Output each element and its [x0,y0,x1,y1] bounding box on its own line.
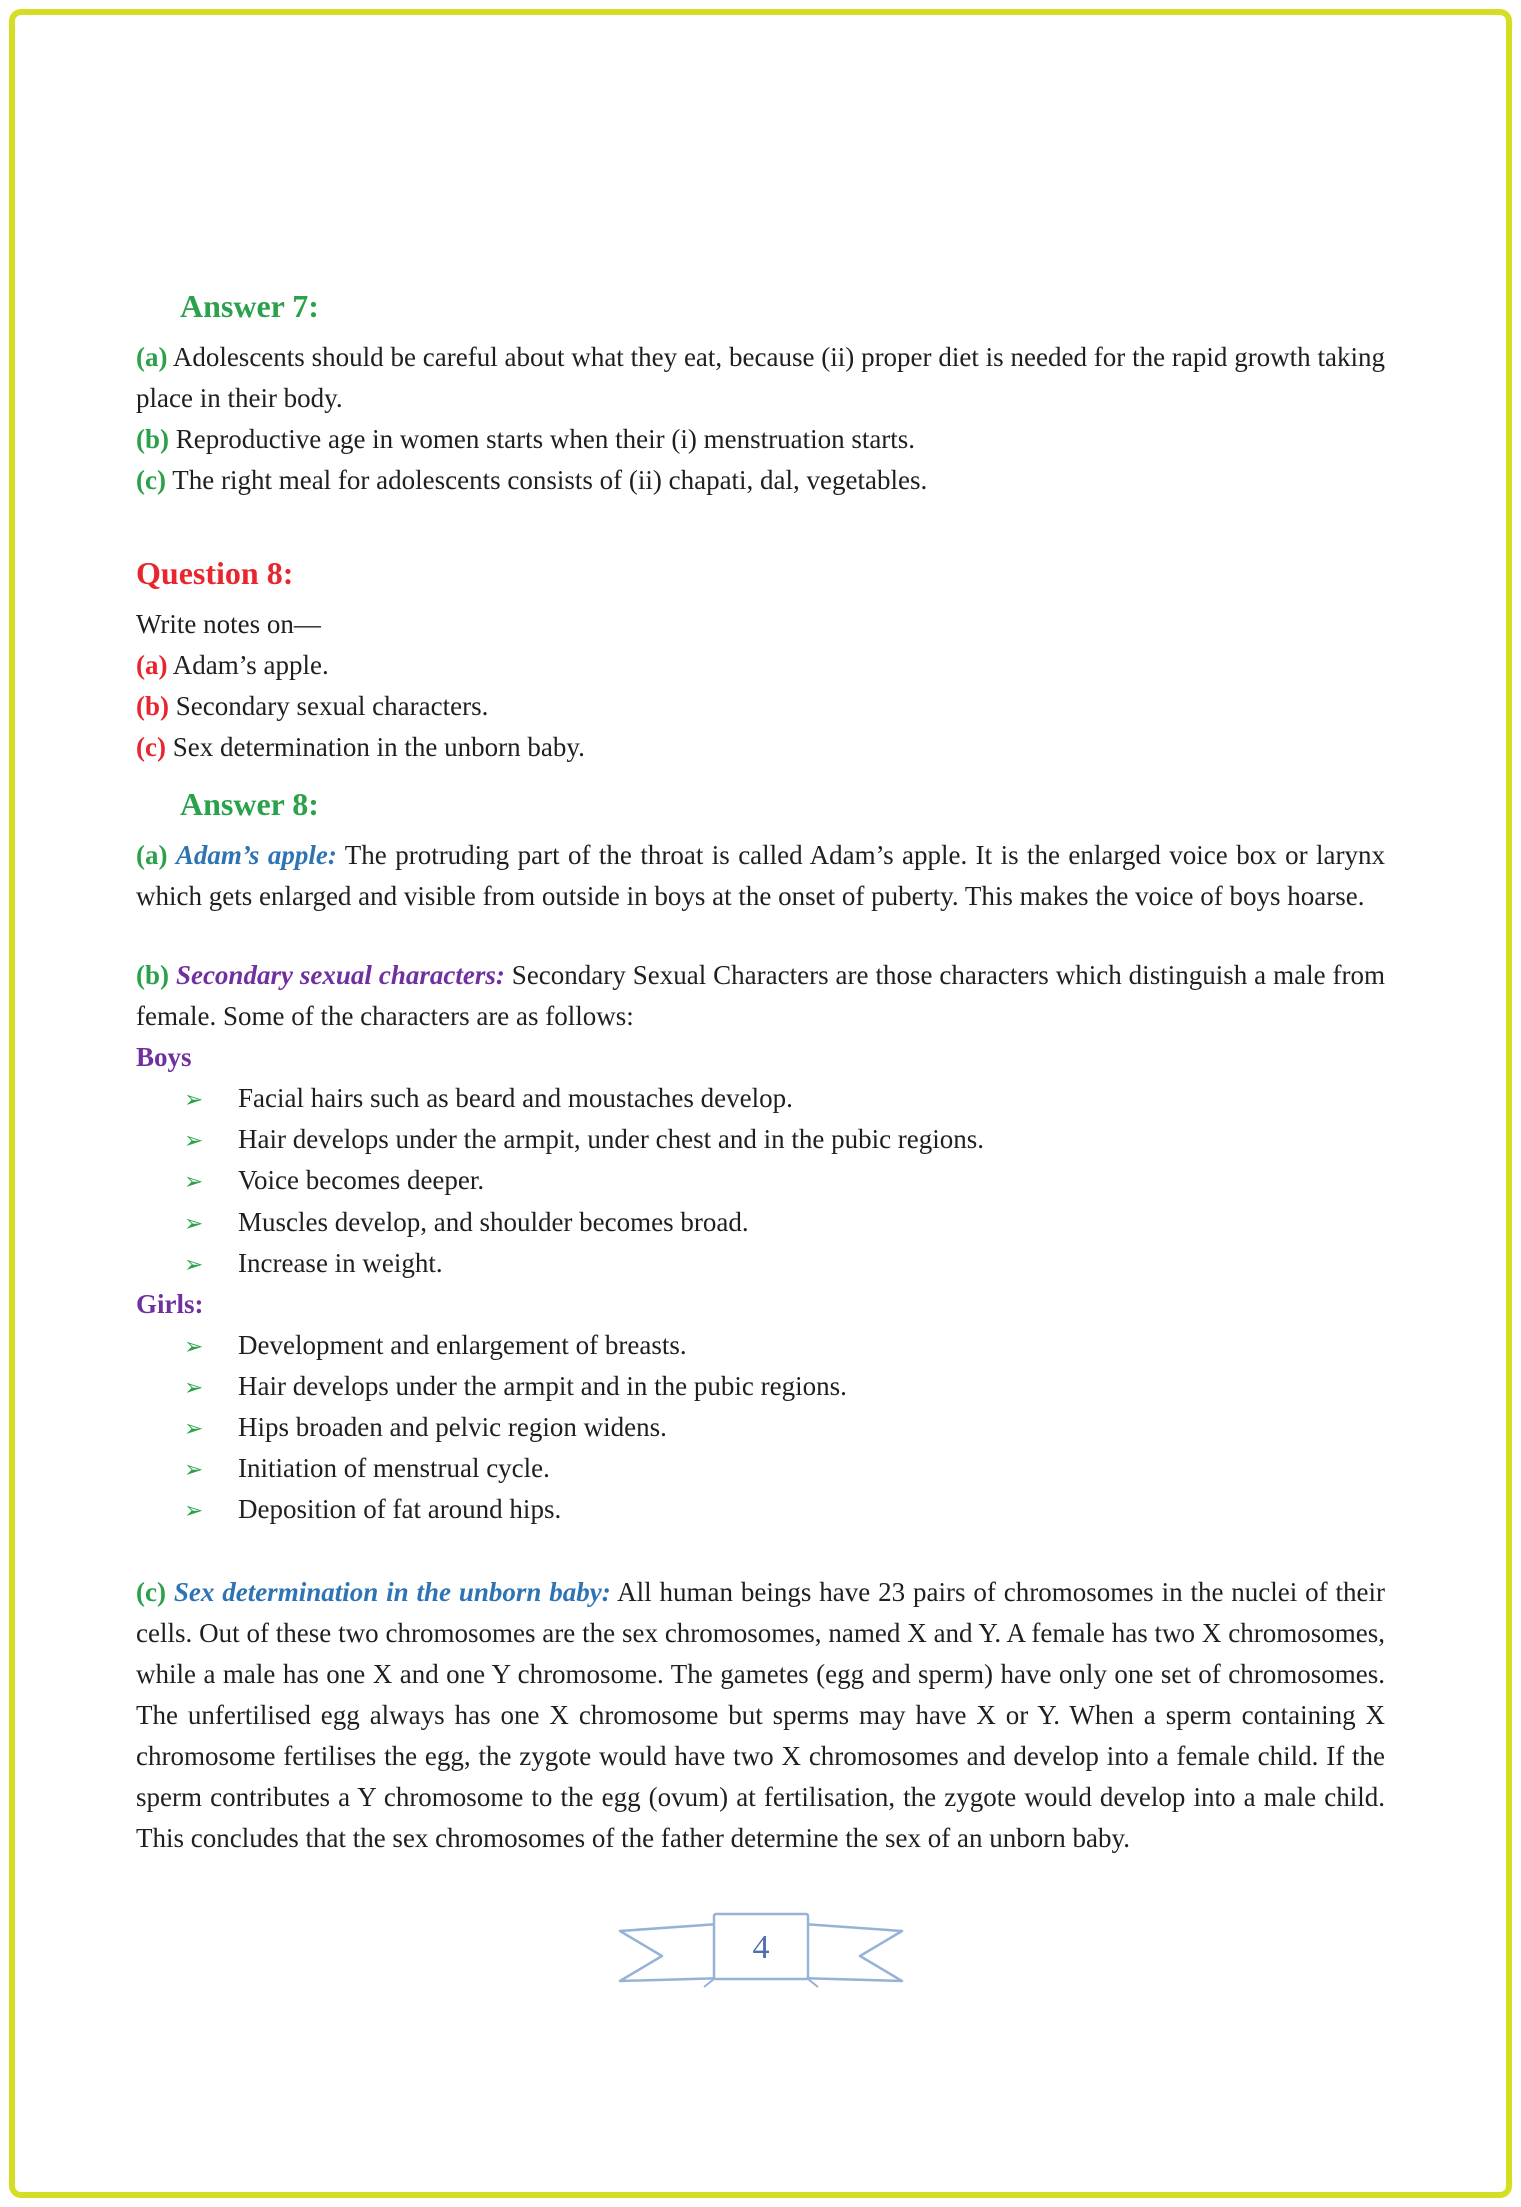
question-8-intro: Write notes on— [136,609,321,640]
point-text: Muscles develop, and shoulder becomes broad. [238,1206,749,1237]
part-c-lead: Sex determination in the unborn baby: [173,1576,611,1607]
point-text: Hair develops under the armpit, under chest and in the pubic regions. [238,1124,985,1155]
item-text: Adolescents should be careful about what they eat, because (ii) proper diet is needed for the rapid growth taking place in their body. [136,342,1385,414]
ribbon-banner-icon [606,1905,916,1997]
part-a-lead: Adam’s apple: [175,840,337,871]
question-8-item-a [136,645,1385,686]
question-8-section [136,555,1385,768]
question-8-heading: Question 8: [136,555,294,592]
point-text: Increase in weight. [238,1247,443,1278]
list-item [184,1243,1385,1284]
item-text: Sex determination in the unborn baby. [172,732,585,763]
item-label: (c) [136,732,166,763]
answer-7-section [136,288,1385,501]
page-number-ribbon [606,1905,916,1997]
list-item [184,1325,1385,1366]
girls-subheading: Girls: [136,1288,204,1319]
arrow-bullet-icon: ➢ [184,1374,204,1401]
answer-8-part-b [136,955,1385,1037]
boys-points-list [136,1078,1385,1283]
answer-7-item-b [136,419,1385,460]
part-b-text: Secondary Sexual Characters are those characters which distinguish a male from female. Some of the characters are as follows: [136,960,1386,1032]
point-text: Initiation of menstrual cycle. [238,1452,550,1483]
item-text: Reproductive age in women starts when their (i) menstruation starts. [175,424,916,455]
answer-8-section [136,786,1385,1859]
boys-subheading: Boys [136,1042,192,1073]
arrow-bullet-icon: ➢ [184,1497,204,1524]
list-item [184,1078,1385,1119]
point-text: Development and enlargement of breasts. [238,1329,687,1360]
point-text: Hips broaden and pelvic region widens. [238,1411,667,1442]
arrow-bullet-icon: ➢ [184,1087,204,1114]
question-8-item-b [136,686,1385,727]
point-text: Facial hairs such as beard and moustaches develop. [238,1083,793,1114]
answer-7-heading: Answer 7: [180,288,319,324]
arrow-bullet-icon: ➢ [184,1415,204,1442]
girls-points-list [136,1325,1385,1530]
item-label: (a) [136,840,168,871]
question-8-item-c [136,727,1385,768]
list-item [184,1119,1385,1160]
point-text: Hair develops under the armpit and in the pubic regions. [238,1370,847,1401]
point-text: Voice becomes deeper. [238,1165,485,1196]
list-item [184,1489,1385,1530]
arrow-bullet-icon: ➢ [184,1210,204,1237]
arrow-bullet-icon: ➢ [184,1456,204,1483]
part-b-lead: Secondary sexual characters: [175,960,505,991]
answer-8-part-c [136,1572,1385,1859]
list-item [184,1448,1385,1489]
arrow-bullet-icon: ➢ [184,1333,204,1360]
answer-7-item-a [136,337,1385,419]
part-c-text: All human beings have 23 pairs of chromosomes in the nuclei of their cells. Out of these two chromosomes are the sex chromosomes, named X and Y. A female has two X chromosomes, while a male has one X and one Y chromosome. The gametes (egg and sperm) have only one set of chromosomes. The unfertilised egg always has one X chromosome but sperms may have X or Y. When a sperm containing X chromosome fertilises the egg, the zygote would have two X chromosomes and develop into a female child. If the sperm contributes a Y chromosome to the egg (ovum) at fertilisation, the zygote would develop into a male child. This concludes that the sex chromosomes of the father determine the sex of an unborn baby. [136,1576,1385,1853]
item-label: (c) [136,465,166,496]
list-item [184,1202,1385,1243]
answer-8-heading: Answer 8: [180,786,319,823]
item-label: (b) [136,960,169,991]
item-label: (b) [136,691,169,722]
page-number: 4 [752,1928,769,1966]
item-label: (c) [136,1576,166,1607]
arrow-bullet-icon: ➢ [184,1169,204,1196]
answer-8-part-a [136,835,1385,917]
item-text: Adam’s apple. [172,650,329,681]
answer-7-item-c [136,460,1385,501]
list-item [184,1407,1385,1448]
item-text: The right meal for adolescents consists of (ii) chapati, dal, vegetables. [172,465,928,496]
arrow-bullet-icon: ➢ [184,1251,204,1278]
point-text: Deposition of fat around hips. [238,1493,562,1524]
arrow-bullet-icon: ➢ [184,1128,204,1155]
item-label: (a) [136,650,168,681]
list-item [184,1366,1385,1407]
list-item [184,1160,1385,1201]
part-a-text: The protruding part of the throat is called Adam’s apple. It is the enlarged voice box or larynx which gets enlarged and visible from outside in boys at the onset of puberty. This makes the voice of boys hoarse. [136,840,1386,912]
item-text: Secondary sexual characters. [175,691,489,722]
item-label: (a) [136,342,168,372]
item-label: (b) [136,424,169,455]
